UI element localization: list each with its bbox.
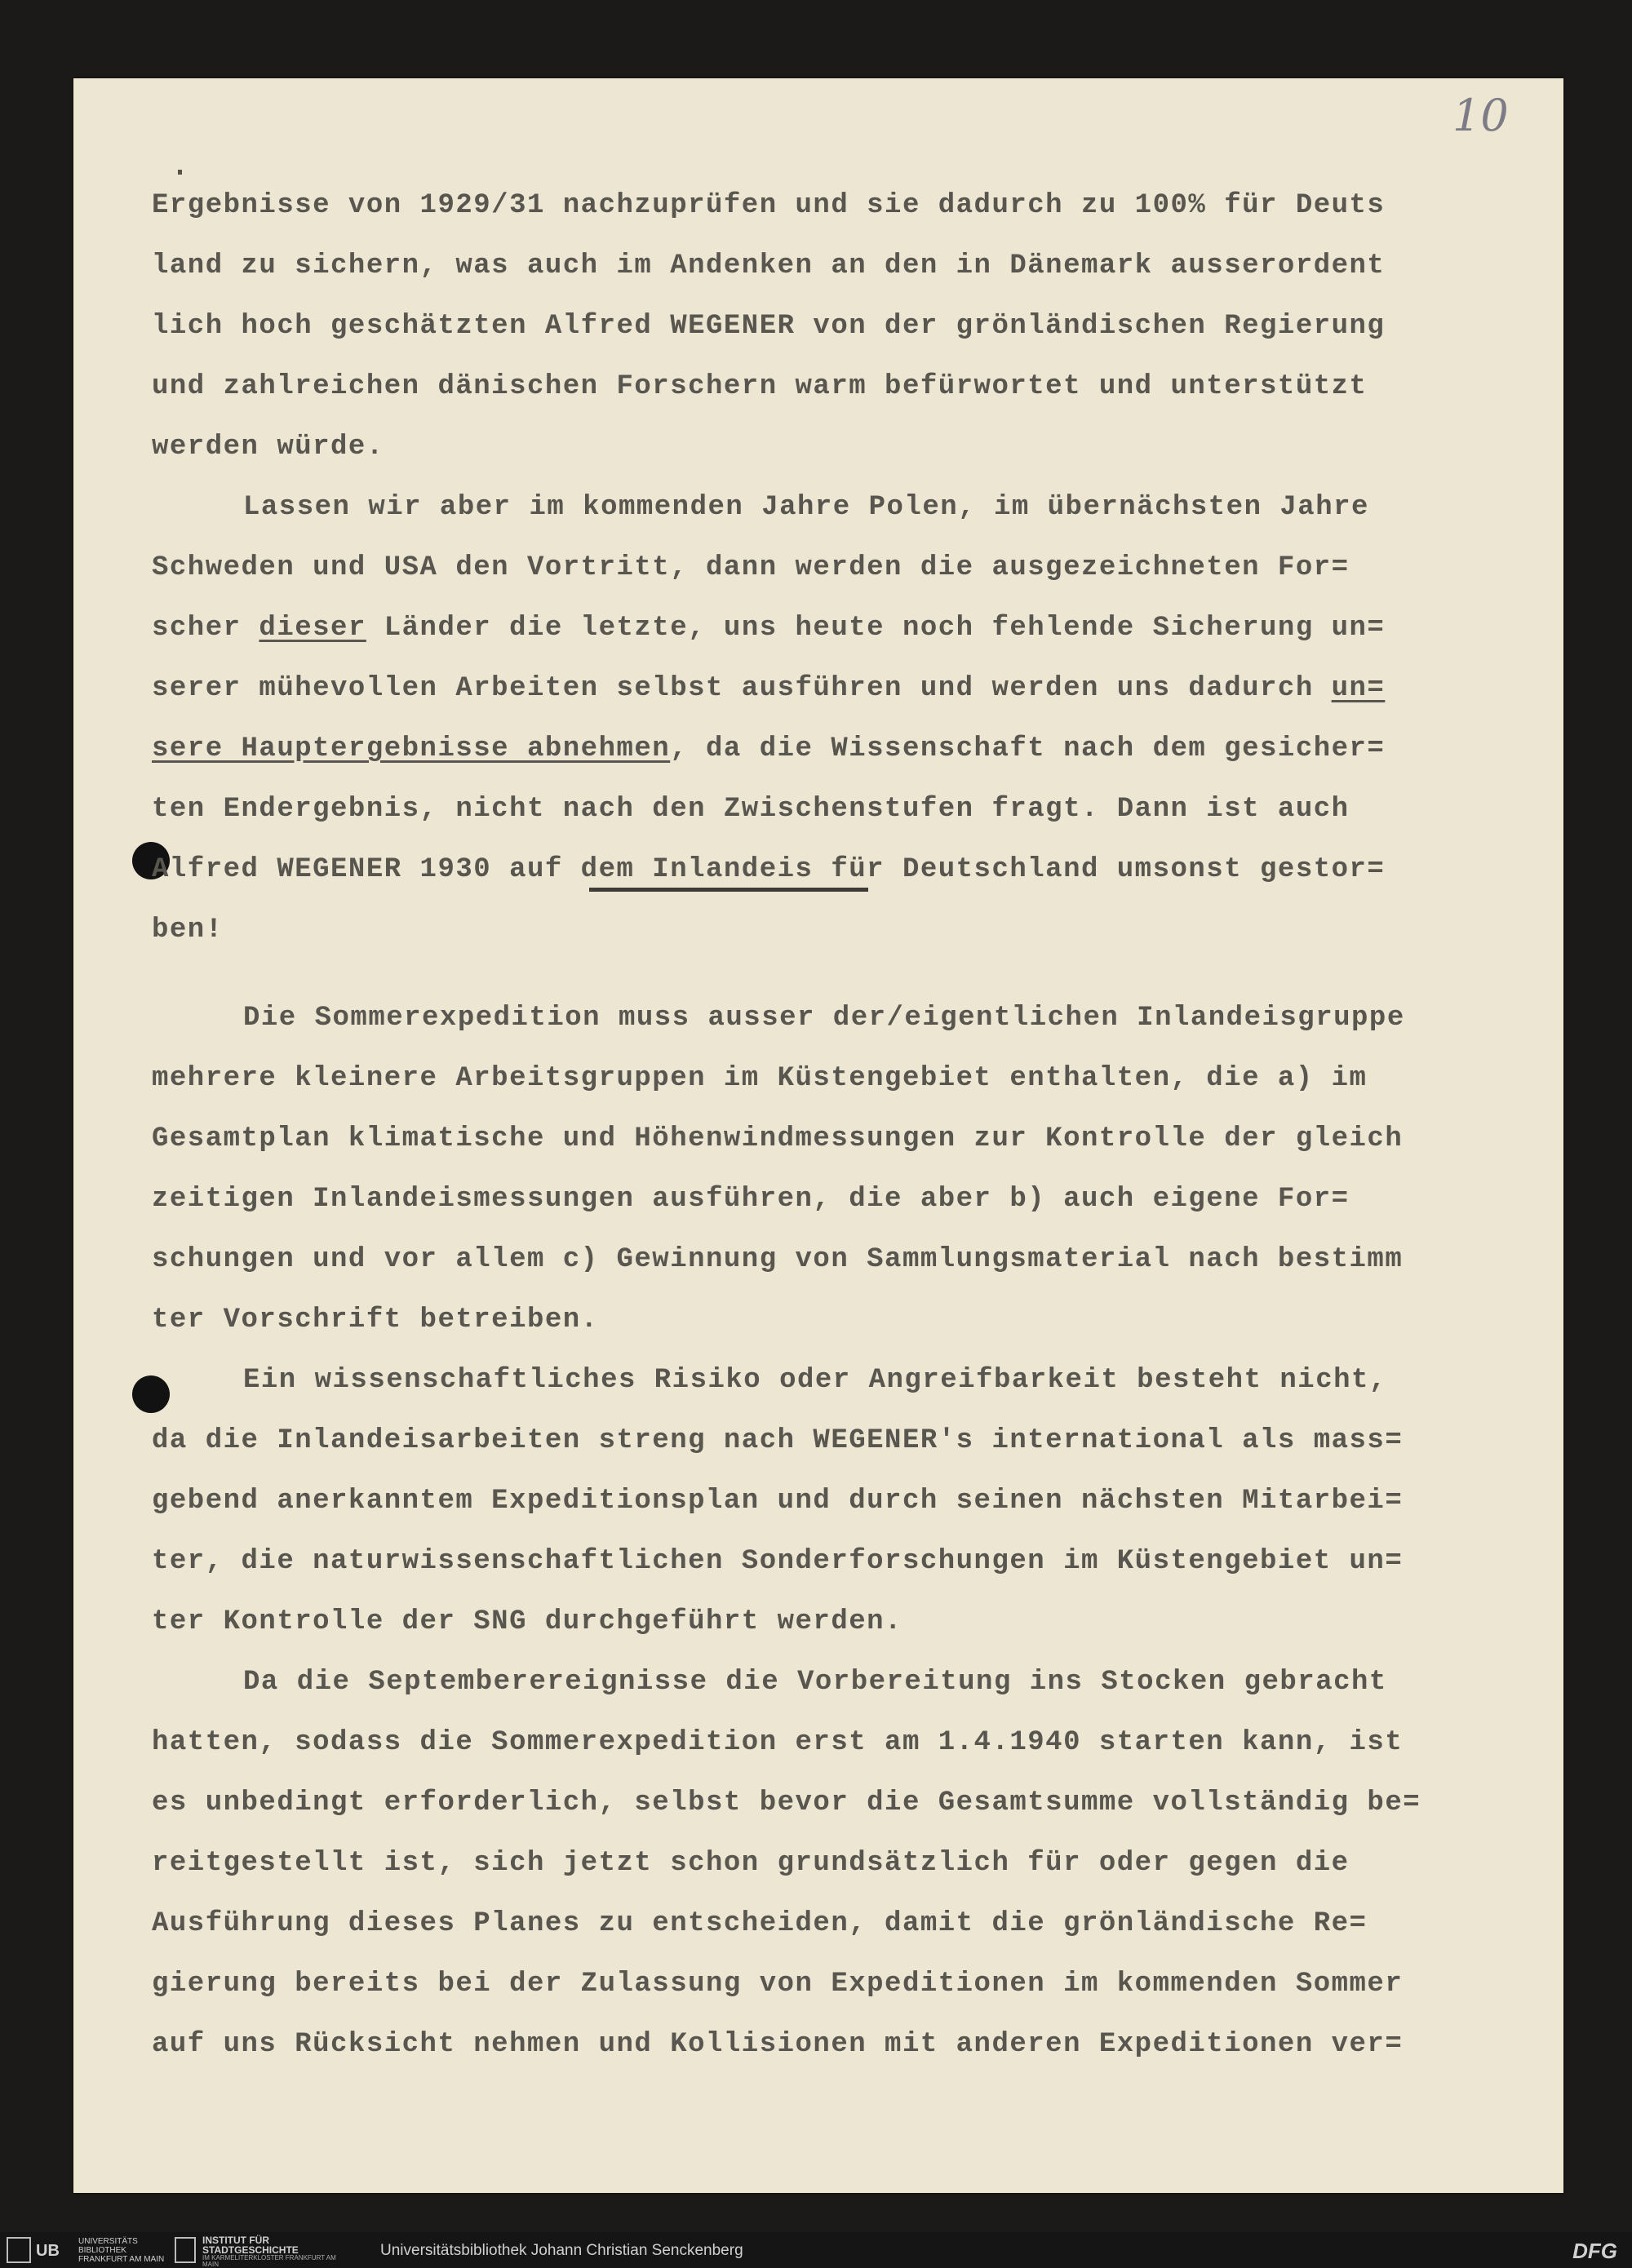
text-line: werden würde. — [152, 432, 384, 463]
underlined-text: un= — [1331, 673, 1386, 704]
text-line: gebend anerkanntem Expeditionsplan und durch seinen nächsten Mitarbei= — [152, 1486, 1404, 1517]
text-run: serer mühevollen Arbeiten selbst ausführen und werden uns dadurch — [152, 673, 1332, 704]
text-line: auf uns Rücksicht nehmen und Kollisionen mit anderen Expeditionen ver= — [152, 2029, 1404, 2060]
punch-hole — [132, 1375, 170, 1413]
library-name: Universitätsbibliothek Johann Christian Senckenberg — [380, 2242, 743, 2259]
text-line: Ausführung dieses Planes zu entscheiden, damit die grönländische Re= — [152, 1908, 1368, 1939]
text-line: Alfred WEGENER 1930 auf dem Inlandeis für Deutschland umsonst gestor= — [152, 854, 1386, 885]
text-line: schungen und vor allem c) Gewinnung von Sammlungsmaterial nach bestimm — [152, 1244, 1404, 1275]
ink-mark — [178, 170, 182, 175]
page-number: 10 — [1452, 90, 1509, 141]
section-divider — [589, 888, 868, 892]
text-line: es unbedingt erforderlich, selbst bevor die Gesamtsumme vollständig be= — [152, 1787, 1421, 1818]
viewer-footer — [0, 2232, 1632, 2268]
text-run: , da die Wissenschaft nach dem gesicher= — [670, 733, 1386, 764]
underlined-text: dieser — [259, 613, 366, 644]
text-line: ben! — [152, 915, 224, 946]
text-line: Da die Septemberereignisse die Vorbereitung ins Stocken gebracht — [243, 1667, 1387, 1698]
ub-name: UNIVERSITÄTS BIBLIOTHEK FRANKFURT AM MAIN — [78, 2237, 165, 2264]
text-line — [152, 672, 1539, 705]
text-line: gierung bereits bei der Zulassung von Expeditionen im kommenden Sommer — [152, 1969, 1404, 2000]
text-run: scher — [152, 613, 259, 644]
text-line: Die Sommerexpedition muss ausser der/eigentlichen Inlandeisgruppe — [243, 1003, 1405, 1034]
text-line: mehrere kleinere Arbeitsgruppen im Küstengebiet enthalten, die a) im — [152, 1063, 1368, 1094]
underlined-text: sere Hauptergebnisse abnehmen — [152, 733, 671, 764]
text-line: hatten, sodass die Sommerexpedition erst am 1.4.1940 starten kann, ist — [152, 1727, 1404, 1758]
text-line: reitgestellt ist, sich jetzt schon grundsätzlich für oder gegen die — [152, 1848, 1350, 1879]
dfg-logo: DFG — [1572, 2239, 1617, 2263]
text-line: und zahlreichen dänischen Forschern warm befürwortet und unterstützt — [152, 371, 1368, 402]
text-line: land zu sichern, was auch im Andenken an den in Dänemark ausserordent — [152, 250, 1386, 281]
text-line: ter Kontrolle der SNG durchgeführt werden. — [152, 1606, 902, 1637]
text-line: Lassen wir aber im kommenden Jahre Polen, im übernächsten Jahre — [243, 492, 1369, 523]
text-line — [152, 733, 1539, 765]
text-line: Gesamtplan klimatische und Höhenwindmessungen zur Kontrolle der gleich — [152, 1123, 1404, 1154]
text-line: ter, die naturwissenschaftlichen Sonderforschungen im Küstengebiet un= — [152, 1546, 1404, 1577]
institute-logo-icon — [175, 2237, 196, 2263]
text-line: zeitigen Inlandeismessungen ausführen, die aber b) auch eigene For= — [152, 1184, 1350, 1215]
text-line: Ergebnisse von 1929/31 nachzuprüfen und sie dadurch zu 100% für Deuts — [152, 190, 1386, 221]
text-line: ter Vorschrift betreiben. — [152, 1305, 599, 1336]
text-line: Schweden und USA den Vortritt, dann werden die ausgezeichneten For= — [152, 552, 1350, 583]
text-line — [152, 612, 1539, 645]
text-line: Ein wissenschaftliches Risiko oder Angreifbarkeit besteht nicht, — [243, 1365, 1387, 1396]
text-run: Länder die letzte, uns heute noch fehlende Sicherung un= — [366, 613, 1386, 644]
text-line: da die Inlandeisarbeiten streng nach WEGENER's international als mass= — [152, 1425, 1404, 1456]
ub-logo-icon — [7, 2237, 31, 2263]
ub-logo-text: UB — [36, 2242, 60, 2260]
text-line: ten Endergebnis, nicht nach den Zwischenstufen fragt. Dann ist auch — [152, 794, 1350, 825]
institute-name: INSTITUT FÜR STADTGESCHICHTE — [202, 2235, 299, 2256]
text-line: lich hoch geschätzten Alfred WEGENER von der grönländischen Regierung — [152, 311, 1386, 342]
institute-sub: IM KARMELITERKLOSTER FRANKFURT AM MAIN — [202, 2254, 336, 2268]
